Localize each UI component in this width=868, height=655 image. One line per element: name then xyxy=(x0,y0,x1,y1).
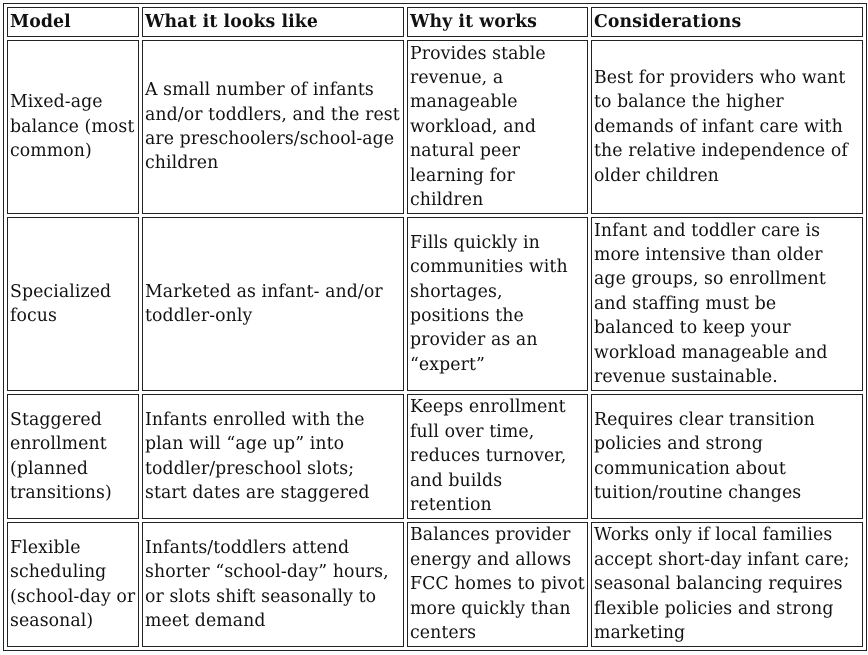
cell-model: Flexible scheduling (school-day or seasonal) xyxy=(7,522,139,647)
cell-why-works: Keeps enrollment full over time, reduces turnover, and builds retention xyxy=(407,394,588,519)
cell-considerations: Works only if local families accept short-day infant care; seasonal balancing requires flexible policies and strong marketing xyxy=(591,522,863,647)
care-models-table xyxy=(3,3,867,651)
table-row xyxy=(7,394,863,519)
table-row xyxy=(7,40,863,214)
table-row xyxy=(7,217,863,391)
cell-why-works: Fills quickly in communities with shortages, positions the provider as an “expert” xyxy=(407,217,588,391)
cell-model: Specialized focus xyxy=(7,217,139,391)
cell-looks-like: Infants enrolled with the plan will “age up” into toddler/preschool slots; start dates are staggered xyxy=(142,394,404,519)
cell-considerations: Requires clear transition policies and strong communication about tuition/routine changes xyxy=(591,394,863,519)
cell-why-works: Provides stable revenue, a manageable workload, and natural peer learning for children xyxy=(407,40,588,214)
cell-looks-like: Marketed as infant- and/or toddler-only xyxy=(142,217,404,391)
cell-looks-like: A small number of infants and/or toddlers, and the rest are preschoolers/school-age children xyxy=(142,40,404,214)
cell-considerations: Infant and toddler care is more intensive than older age groups, so enrollment and staffing must be balanced to keep your workload manageable and revenue sustainable. xyxy=(591,217,863,391)
cell-looks-like: Infants/toddlers attend shorter “school-day” hours, or slots shift seasonally to meet demand xyxy=(142,522,404,647)
cell-model: Staggered enrollment (planned transitions) xyxy=(7,394,139,519)
header-what-it-looks-like: What it looks like xyxy=(142,7,404,37)
cell-considerations: Best for providers who want to balance the higher demands of infant care with the relative independence of older children xyxy=(591,40,863,214)
table-header-row xyxy=(7,7,863,37)
header-why-it-works: Why it works xyxy=(407,7,588,37)
table-row xyxy=(7,522,863,647)
cell-why-works: Balances provider energy and allows FCC homes to pivot more quickly than centers xyxy=(407,522,588,647)
header-model: Model xyxy=(7,7,139,37)
header-considerations: Considerations xyxy=(591,7,863,37)
cell-model: Mixed-age balance (most common) xyxy=(7,40,139,214)
